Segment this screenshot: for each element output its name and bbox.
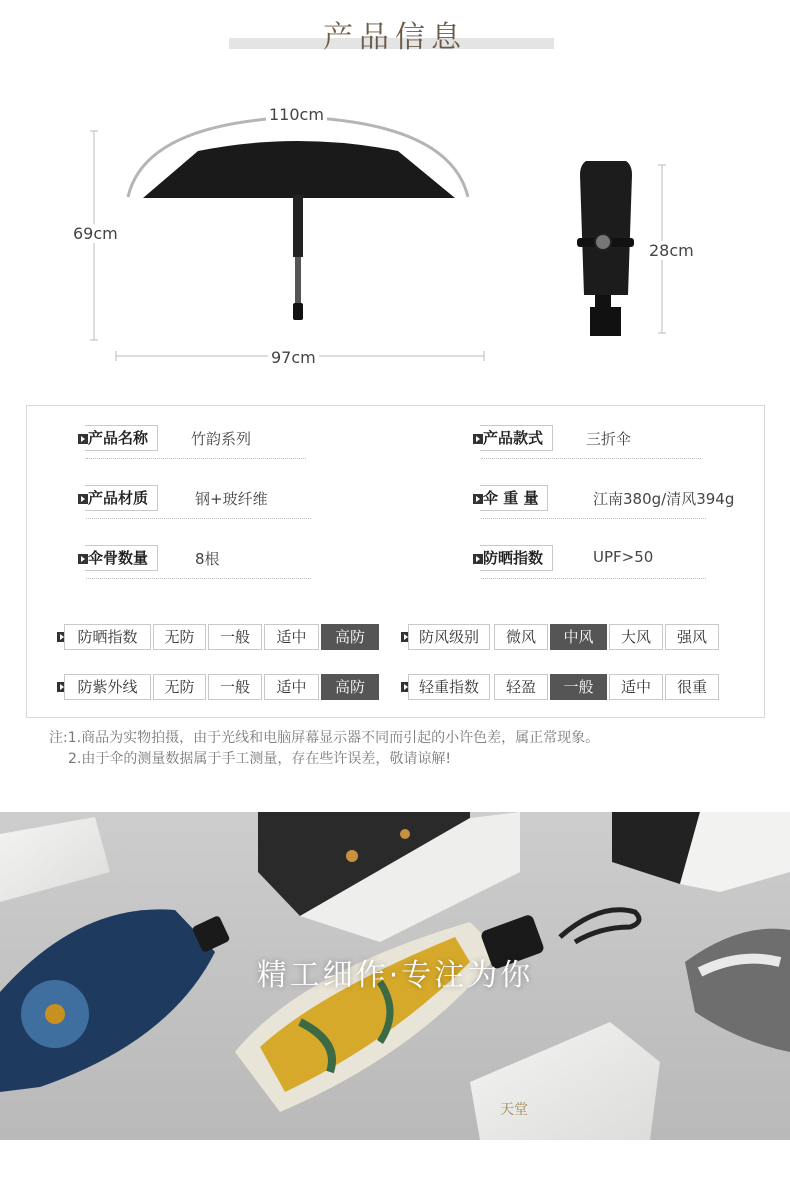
spec-value: UPF>50 bbox=[593, 548, 654, 566]
spec-value: 8根 bbox=[195, 550, 220, 568]
rating-level: 轻盈 bbox=[494, 674, 548, 700]
spec-value: 江南380g/清风394g bbox=[593, 490, 735, 508]
spec-label: 伞骨数量 bbox=[85, 545, 158, 571]
rating-wind-resistance bbox=[401, 624, 731, 650]
rating-weight bbox=[401, 674, 731, 700]
banner-caption: 精工细作·专注为你 bbox=[256, 958, 534, 993]
rating-level: 很重 bbox=[665, 674, 719, 700]
dimension-diagram bbox=[0, 95, 790, 385]
spec-label: 产品名称 bbox=[85, 425, 158, 451]
rating-level: 适中 bbox=[264, 624, 319, 650]
spec-label: 防晒指数 bbox=[480, 545, 553, 571]
spec-row-material bbox=[78, 485, 338, 513]
rating-level: 一般 bbox=[208, 674, 262, 700]
spec-row-style bbox=[473, 425, 733, 453]
spec-label: 产品款式 bbox=[480, 425, 553, 451]
rating-uv-protection bbox=[57, 674, 387, 700]
disclaimer-note-2: 2.由于伞的测量数据属于手工测量，存在些许误差，敬请谅解! bbox=[68, 751, 451, 767]
rating-level: 微风 bbox=[494, 624, 548, 650]
box-print: 天堂 bbox=[500, 1102, 528, 1118]
spec-row-name bbox=[78, 425, 338, 453]
rating-label: 防晒指数 bbox=[64, 624, 151, 650]
spec-label: 伞 重 量 bbox=[480, 485, 548, 511]
rating-level: 大风 bbox=[609, 624, 663, 650]
rating-sun-protection bbox=[57, 624, 387, 650]
rating-level: 无防 bbox=[153, 624, 206, 650]
spec-panel bbox=[26, 405, 765, 718]
handle-icon bbox=[293, 303, 303, 320]
height-label: 69cm bbox=[70, 224, 121, 243]
page-title: 产品信息 bbox=[323, 20, 467, 55]
spec-row-ribs bbox=[78, 545, 338, 573]
spec-row-weight bbox=[473, 485, 763, 513]
shaft bbox=[293, 195, 303, 257]
folded-length-label: 28cm bbox=[646, 241, 697, 260]
spec-value: 竹韵系列 bbox=[191, 430, 252, 448]
spec-label: 产品材质 bbox=[85, 485, 158, 511]
width-label: 110cm bbox=[266, 105, 327, 124]
rating-label: 轻重指数 bbox=[408, 674, 490, 700]
rating-level: 一般 bbox=[208, 624, 262, 650]
rating-level-selected: 高防 bbox=[321, 624, 379, 650]
product-photo bbox=[0, 812, 790, 1140]
folded-umbrella-icon bbox=[580, 161, 632, 295]
rating-level: 适中 bbox=[264, 674, 319, 700]
rating-level-selected: 高防 bbox=[321, 674, 379, 700]
rating-label: 防紫外线 bbox=[64, 674, 151, 700]
spec-value: 钢+玻纤维 bbox=[195, 490, 268, 508]
rating-level-selected: 中风 bbox=[550, 624, 607, 650]
rating-level: 强风 bbox=[665, 624, 719, 650]
canopy-icon bbox=[143, 141, 455, 198]
rating-level: 适中 bbox=[609, 674, 663, 700]
spec-row-upf bbox=[473, 545, 733, 573]
disclaimer-note-1: 注:1.商品为实物拍摄，由于光线和电脑屏幕显示器不同而引起的小许色差，属正常现象。 bbox=[49, 730, 600, 746]
rating-label: 防风级别 bbox=[408, 624, 490, 650]
spec-value: 三折伞 bbox=[586, 430, 632, 448]
rating-level-selected: 一般 bbox=[550, 674, 607, 700]
span-label: 97cm bbox=[268, 348, 319, 367]
shaft-lower bbox=[295, 257, 301, 305]
rating-level: 无防 bbox=[153, 674, 206, 700]
